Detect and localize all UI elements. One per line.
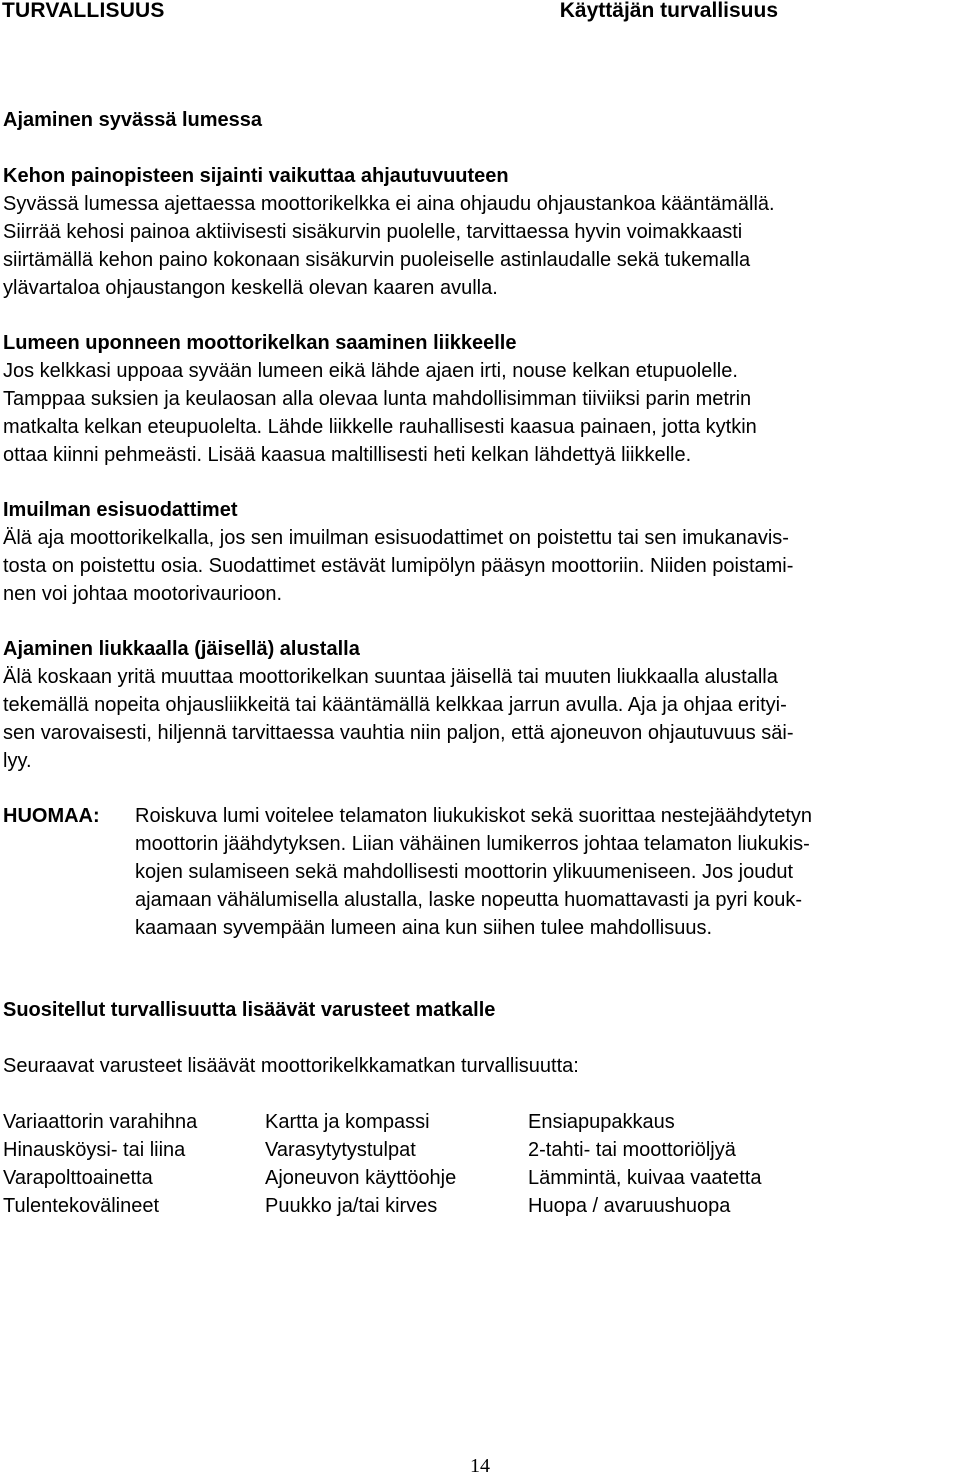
note-line: kojen sulamiseen sekä mahdollisesti moottorin ylikuumeniseen. Jos joudut [135,861,794,883]
equipment-item: Puukko ja/tai kirves [265,1195,438,1217]
note-label: HUOMAA: [3,805,100,827]
section-title [3,106,953,134]
paragraph-line: lyy. [3,750,32,772]
equipment-item: Ensiapupakkaus [528,1111,675,1133]
note-line: ajamaan vähälumisella alustalla, laske nopeutta huomattavasti ja pyri kouk- [135,889,803,911]
equipment-item: Lämmintä, kuivaa vaatetta [528,1167,762,1189]
header-page-topic: Käyttäjän turvallisuus [559,0,778,22]
equipment-row [3,1192,953,1220]
equipment-item: Variaattorin varahihna [3,1111,198,1133]
equipment-item: Kartta ja kompassi [265,1111,430,1133]
section-body-position [3,162,953,302]
equipment-intro-text: Seuraavat varusteet lisäävät moottorikelkkamatkan turvallisuutta: [3,1055,579,1077]
note-line: Roiskuva lumi voitelee telamaton liukukiskot sekä suorittaa nestejäähdytetyn [135,805,813,827]
section-title-text: Ajaminen syvässä lumessa [3,109,263,131]
paragraph-line: sen varovaisesti, hiljennä tarvittaessa vauhtia niin paljon, että ajoneuvon ohjautuvuus säi- [3,722,794,744]
equipment-item: Huopa / avaruushuopa [528,1195,731,1217]
equipment-row [3,1164,953,1192]
note-line: kaamaan syvempään lumeen aina kun siihen tulee mahdollisuus. [135,917,713,939]
paragraph-line: matkalta kelkan eteupuolelta. Lähde liikkelle rauhallisesti kaasua painaen, jotta kytkin [3,416,757,438]
section-heading: Imuilman esisuodattimet [3,499,238,521]
page-number: 14 [470,1455,490,1477]
equipment-item: Hinausköysi- tai liina [3,1139,186,1161]
equipment-item: Varasytytystulpat [265,1139,416,1161]
paragraph-line: Tamppaa suksien ja keulaosan alla olevaa lunta mahdollisimman tiiviiksi parin metrin [3,388,752,410]
equipment-row [3,1136,953,1164]
equipment-title-text: Suositellut turvallisuutta lisäävät varusteet matkalle [3,999,496,1021]
paragraph-line: siirtämällä kehon paino kokonaan sisäkurvin puoleiselle astinlaudalle sekä tukemalla [3,249,751,271]
header-section-label: TURVALLISUUS [2,0,165,22]
equipment-item: Varapolttoainetta [3,1167,153,1189]
equipment-intro [3,1052,953,1080]
paragraph-line: Älä koskaan yritä muuttaa moottorikelkan suuntaa jäisellä tai muuten liukkaalla alustalla [3,666,778,688]
equipment-row [3,1108,953,1136]
section-heading: Kehon painopisteen sijainti vaikuttaa ahjautuvuuteen [3,165,509,187]
paragraph-line: tekemällä nopeita ohjausliikkeitä tai kääntämällä kelkkaa jarrun avulla. Aja ja ohjaa erityi- [3,694,787,716]
paragraph-line: Syvässä lumessa ajettaessa moottorikelkka ei aina ohjaudu ohjaustankoa kääntämällä. [3,193,775,215]
paragraph-line: Jos kelkkasi uppoaa syvään lumeen eikä lähde ajaen irti, nouse kelkan etupuolelle. [3,360,738,382]
equipment-list [3,1108,953,1220]
equipment-item: Ajoneuvon käyttöohje [265,1167,457,1189]
equipment-item: 2-tahti- tai moottoriöljyä [528,1139,736,1161]
section-icy-surface [3,635,953,775]
paragraph-line: Älä aja moottorikelkalla, jos sen imuilman esisuodattimet on poistettu tai sen imukanavis- [3,527,789,549]
section-heading: Lumeen uponneen moottorikelkan saaminen liikkeelle [3,332,517,354]
paragraph-line: ylävartaloa ohjaustangon keskellä olevan kaaren avulla. [3,277,498,299]
section-air-prefilters [3,496,953,608]
equipment-title [3,996,953,1024]
equipment-item: Tulentekovälineet [3,1195,160,1217]
section-heading: Ajaminen liukkaalla (jäisellä) alustalla [3,638,360,660]
note-line: moottorin jäähdytyksen. Liian vähäinen lumikerros johtaa telamaton liukukis- [135,833,810,855]
section-stuck-sled [3,329,953,469]
paragraph-line: Siirrää kehosi painoa aktiivisesti sisäkurvin puolelle, tarvittaessa hyvin voimakkaasti [3,221,743,243]
paragraph-line: nen voi johtaa mootorivaurioon. [3,583,283,605]
paragraph-line: tosta on poistettu osia. Suodattimet estävät lumipölyn pääsyn moottoriin. Niiden poistami- [3,555,794,577]
paragraph-line: ottaa kiinni pehmeästi. Lisää kaasua maltillisesti heti kelkan lähdettyä liikkelle. [3,444,692,466]
note-text [135,802,955,942]
